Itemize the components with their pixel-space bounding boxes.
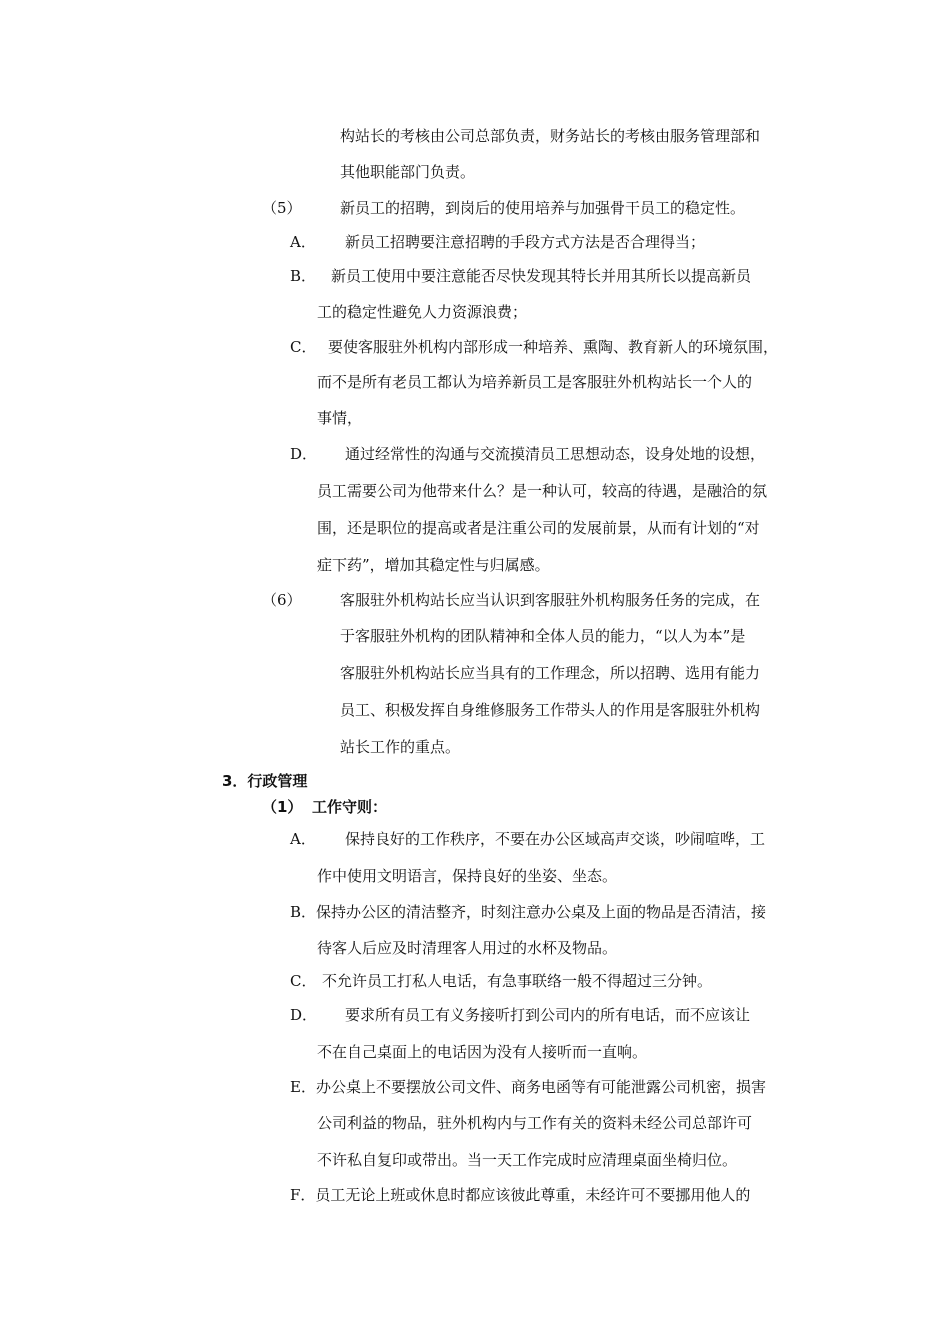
text-line: 构站长的考核由公司总部负责，财务站长的考核由服务管理部和 xyxy=(340,127,761,145)
text-line: 其他职能部门负责。 xyxy=(340,163,476,181)
text-line: 员工需要公司为他带来什么？是一种认可，较高的待遇，是融洽的氛 xyxy=(317,482,768,500)
text-line: 于客服驻外机构的团队精神和全体人员的能力，“以人为本”是 xyxy=(340,627,746,645)
text-line: 客服驻外机构站长应当认识到客服驻外机构服务任务的完成，在 xyxy=(340,591,761,609)
text-line: 工的稳定性避免人力资源浪费； xyxy=(317,303,528,321)
text-line: 不许私自复印或带出。当一天工作完成时应清理桌面坐椅归位。 xyxy=(317,1151,738,1169)
item-letter: D． xyxy=(290,445,318,463)
text-line: 公司利益的物品，驻外机构内与工作有关的资料未经公司总部许可 xyxy=(317,1114,753,1132)
text-line: 不允许员工打私人电话，有急事联络一般不得超过三分钟。 xyxy=(322,972,713,990)
item-letter: C． xyxy=(290,972,317,990)
text-line: 待客人后应及时清理客人用过的水杯及物品。 xyxy=(317,939,618,957)
item-letter: B． xyxy=(290,267,317,285)
text-line: 作中使用文明语言，保持良好的坐姿、坐态。 xyxy=(317,867,618,885)
text-line: 新员工使用中要注意能否尽快发现其特长并用其所长以提高新员 xyxy=(331,267,752,285)
text-line: 而不是所有老员工都认为培养新员工是客服驻外机构站长一个人的 xyxy=(317,373,753,391)
text-line: F．员工无论上班或休息时都应该彼此尊重，未经许可不要挪用他人的 xyxy=(290,1186,751,1204)
item-letter: C． xyxy=(290,338,317,356)
section-heading: 3．行政管理 xyxy=(222,772,308,790)
text-line: 新员工的招聘，到岗后的使用培养与加强骨干员工的稳定性。 xyxy=(340,199,746,217)
text-line: E．办公桌上不要摆放公司文件、商务电函等有可能泄露公司机密，损害 xyxy=(290,1078,766,1096)
item-letter: A． xyxy=(290,830,316,848)
text-line: 通过经常性的沟通与交流摸清员工思想动态，设身处地的设想， xyxy=(345,445,766,463)
text-line: 围，还是职位的提高或者是注重公司的发展前景，从而有计划的“对 xyxy=(317,519,760,537)
text-line: 员工、积极发挥自身维修服务工作带头人的作用是客服驻外机构 xyxy=(340,701,761,719)
text-line: 不在自己桌面上的电话因为没有人接听而一直响。 xyxy=(317,1043,648,1061)
text-line: B．保持办公区的清洁整齐，时刻注意办公桌及上面的物品是否清洁，接 xyxy=(290,903,767,921)
subsection-number: （1） xyxy=(262,798,303,816)
subsection-title: 工作守则： xyxy=(312,798,388,816)
text-line: 新员工招聘要注意招聘的手段方式方法是否合理得当； xyxy=(345,233,706,251)
text-line: 保持良好的工作秩序，不要在办公区域高声交谈，吵闹喧哗，工 xyxy=(345,830,766,848)
item-number: （6） xyxy=(262,591,302,609)
text-line: 症下药”，增加其稳定性与归属感。 xyxy=(317,556,550,574)
text-line: 客服驻外机构站长应当具有的工作理念，所以招聘、选用有能力 xyxy=(340,664,761,682)
item-letter: D． xyxy=(290,1006,318,1024)
item-number: （5） xyxy=(262,199,302,217)
text-line: 事情， xyxy=(317,409,363,427)
text-line: 站长工作的重点。 xyxy=(340,738,461,756)
item-letter: A． xyxy=(290,233,316,251)
text-line: 要使客服驻外机构内部形成一种培养、熏陶、教育新人的环境氛围， xyxy=(328,338,779,356)
text-line: 要求所有员工有义务接听打到公司内的所有电话，而不应该让 xyxy=(345,1006,751,1024)
